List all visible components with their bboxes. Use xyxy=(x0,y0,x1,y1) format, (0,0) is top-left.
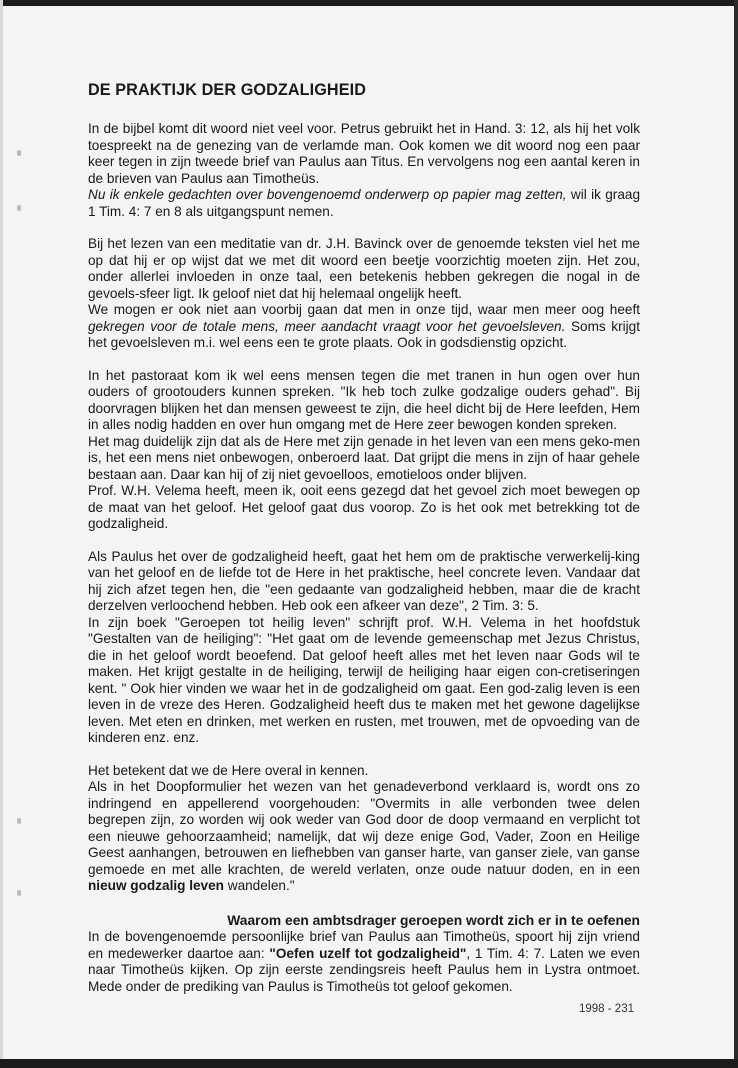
italic-text: Nu ik enkele gedachten over bovengenoemd onderwerp op papier mag zetten, xyxy=(88,187,567,202)
text: Het mag duidelijk zijn dat als de Here met zijn genade in het leven van een mens geko-men is, het een mens niet onbewogen, onberoerd laat. Dat grijpt die mens in zijn of haar gehele bestaan aan. Daar kan hij of zij niet gevoelloos, emotieloos onder blijven. xyxy=(88,433,640,482)
margin-mark xyxy=(17,205,21,211)
text: Als Paulus het over de godzaligheid heeft, gaat het hem om de praktische verwerkelij-king van het geloof en de liefde tot de Here in het praktische, heel concrete leven. Vandaar dat hij zich afzet tegen hen, die "een gedaante van godzaligheid hebben, maar die de kracht derzelven verloochend hebben. Heb ook een afkeer van deze", 2 Tim. 3: 5. xyxy=(88,548,640,613)
margin-mark xyxy=(17,818,21,824)
text: In de bijbel komt dit woord niet veel voor. Petrus gebruikt het in Hand. 3: 12, als hij het volk toespreekt na de genezing van de verlamde man. Ook komen we dit woord nog een paar keer tegen in zijn tweede brief van Paulus aan Titus. En vervolgens nog een aantal keren in de brieven van Paulus aan Timotheüs. xyxy=(88,121,640,186)
section-subheading: Waarom een ambtsdrager geroepen wordt zich er in te oefenen xyxy=(227,912,640,928)
italic-text: gekregen voor de totale mens, meer aandacht vraagt voor het gevoelsleven. xyxy=(88,318,566,334)
text: Prof. W.H. Velema heeft, meen ik, ooit eens gezegd dat het gevoel zich moet bewegen op de maat van het geloof. Het geloof gaat dus voorop. Zo is het ook met betrekking tot de godzaligheid. xyxy=(88,483,640,531)
margin-mark xyxy=(17,150,21,156)
text: wandelen." xyxy=(223,878,295,893)
text: In de bovengenoemde persoonlijke brief van Paulus aan Timotheüs, spoort hij zijn vriend en medewerker daartoe aan: xyxy=(88,929,640,961)
paragraph-5 xyxy=(88,763,640,895)
text-line xyxy=(88,779,640,895)
text: Bij het lezen van een meditatie van dr. J.H. Bavinck over de genoemde teksten viel het me op dat hij er op wijst dat we met dit woord een beetje voorzichtig moeten zijn. Het zou, onder allerlei invloeden in onze taal, een betekenis hebben gekregen die nogal in de gevoels-sfeer ligt. Ik geloof niet dat hij helemaal ongelijk heeft. xyxy=(88,236,640,301)
scan-edge-top xyxy=(0,0,738,6)
scan-edge-right xyxy=(734,0,738,1068)
article xyxy=(88,80,640,1011)
text-line xyxy=(88,187,640,220)
text: Als in het Doopformulier het wezen van het genadeverbond verklaard is, wordt ons zo indringend en appellerend voorgehouden: "Overmits in alle verbonden twee delen begrepen zijn, zo worden wij ook weder van God door de doop vermaand en verplicht tot een nieuwe gehoorzaamheid; namelijk, dat wij deze enige God, Vader, Zoon en Heilige Geest aanhangen, betrouwen en liefhebben van ganser harte, van ganser ziele, van ganse gemoede en met alle krachten, de wereld verlaten, onze oude natuur doden, en in een xyxy=(88,779,640,877)
bold-text: "Oefen uzelf tot godzaligheid" xyxy=(269,945,467,961)
paragraph-2 xyxy=(88,236,640,352)
article-title: DE PRAKTIJK DER GODZALIGHEID xyxy=(88,81,367,99)
page-number: 1998 - 231 xyxy=(579,1003,634,1015)
text: In het pastoraat kom ik wel eens mensen tegen die met tranen in hun ogen over hun ouders of grootouders kunnen spreken. "Ik heb toch zulke godzalige ouders gehad". Bij doorvragen blijken het dan mensen geweest te zijn, die heel dicht bij de Here leefden, Hem in alles nodig hadden en over hun omgang met de Here zeer bewogen konden spreken. xyxy=(88,367,640,432)
text: Soms krijgt het gevoelsleven m.i. wel eens een te grote plaats. Ook in godsdienstig opzicht. xyxy=(88,318,640,350)
text: Het betekent dat we de Here overal in kennen. xyxy=(88,762,369,778)
paragraph-6 xyxy=(88,929,640,995)
scan-edge-left xyxy=(0,0,3,1068)
paragraph-3 xyxy=(88,368,640,533)
text: , 1 Tim. 4: 7. Laten we even naar Timotheüs kijken. Op zijn eerste zendingsreis heeft Paulus hem in Lystra ontmoet. Mede onder de prediking van Paulus is Timotheüs tot geloof gekomen. xyxy=(88,945,640,994)
text-line xyxy=(88,302,640,352)
margin-mark xyxy=(17,890,21,896)
text: wil ik graag 1 Tim. 4: 7 en 8 als uitgangspunt nemen. xyxy=(88,187,640,219)
paragraph-4 xyxy=(88,549,640,747)
text: We mogen er ook niet aan voorbij gaan dat men in onze tijd, waar men meer oog heeft xyxy=(88,302,640,317)
text-line xyxy=(88,929,640,995)
paragraph-1 xyxy=(88,121,640,220)
text: In zijn boek "Geroepen tot heilig leven" schrijft prof. W.H. Velema in het hoofdstuk "Gestalten van de heiliging": "Het gaat om de levende gemeenschap met Jezus Christus, die in het geloof wordt beoefend. Dat geloof heeft alles met het leven naar Gods wil te maken. Het krijgt gestalte in de heiliging, terwijl de heiliging haar eigen con-cretiseringen kent. " Ook hier vinden we waar het in de godzaligheid om gaat. Een god-zalig leven is een leven in de vreze des Heren. Godzaligheid heeft dus te maken met het gewone dagelijkse leven. Met eten en drinken, met werken en rusten, met trouwen, met de opvoeding van de kinderen enz. enz. xyxy=(88,614,640,745)
bold-text: nieuw godzalig leven xyxy=(88,878,224,893)
scan-edge-bottom xyxy=(0,1059,738,1068)
